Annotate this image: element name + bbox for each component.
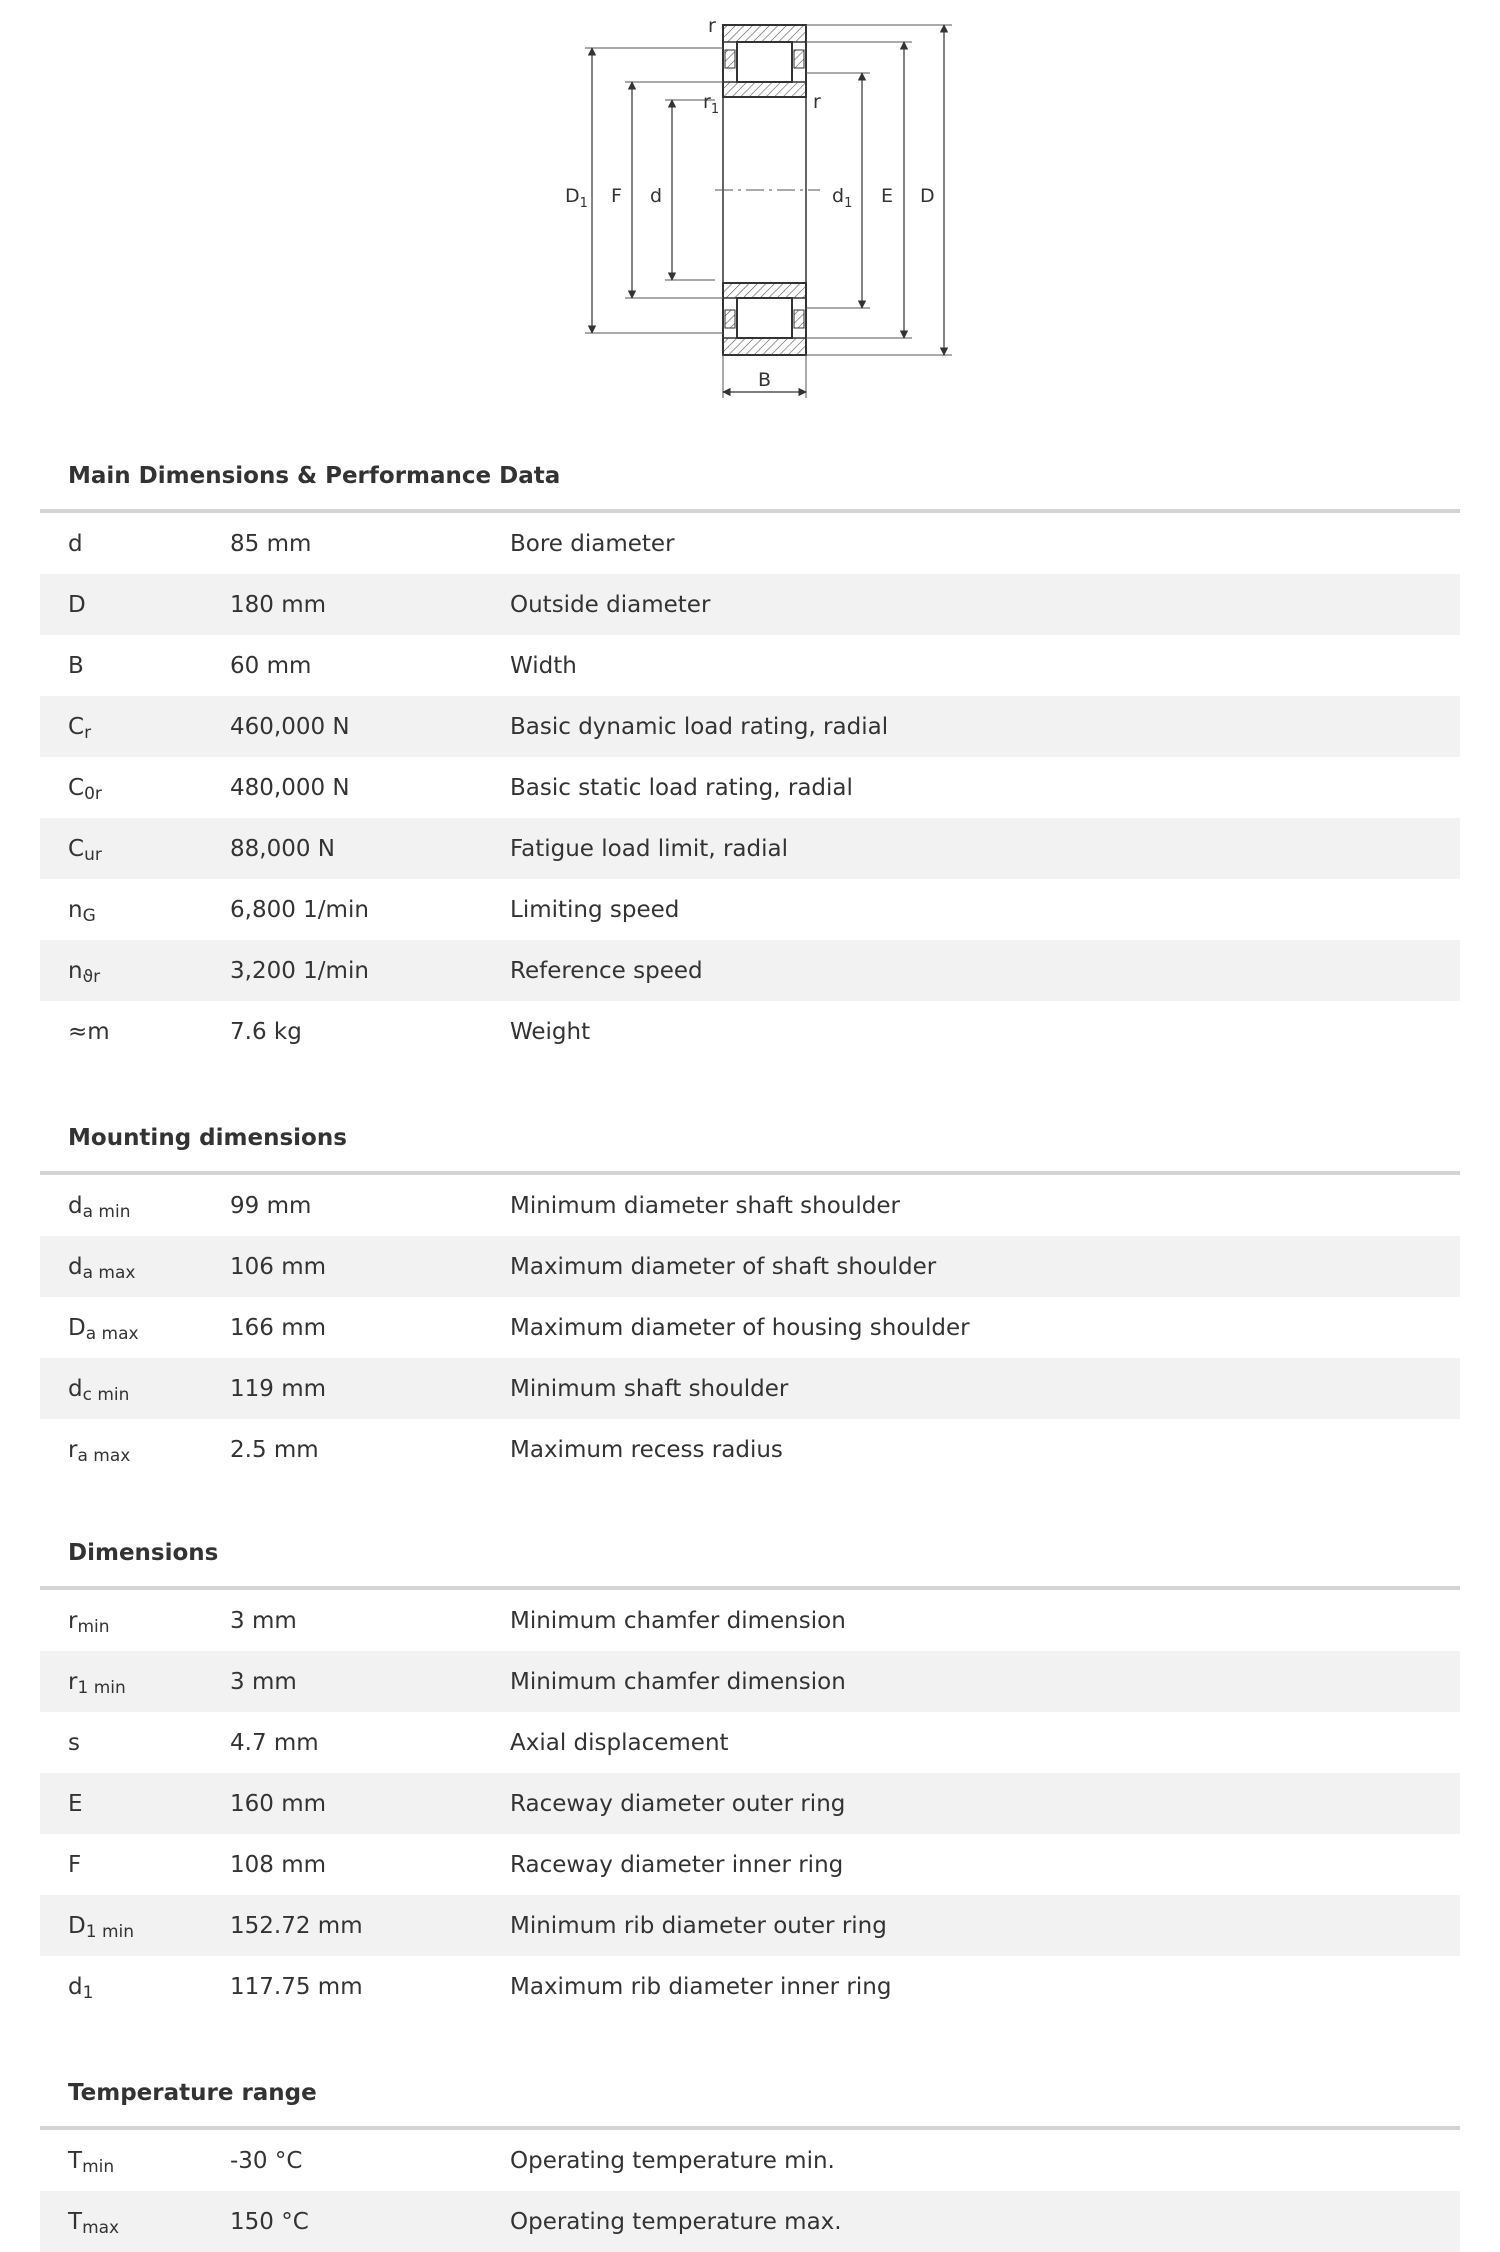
symbol-cell bbox=[40, 2147, 230, 2177]
description-cell: Minimum shaft shoulder bbox=[510, 1375, 789, 1402]
label-d1: $d_1$ bbox=[832, 185, 853, 211]
symbol-subscript: r bbox=[84, 722, 92, 743]
description-cell: Width bbox=[510, 652, 577, 679]
symbol-subscript: max bbox=[82, 2217, 120, 2238]
symbol: F bbox=[68, 1851, 82, 1878]
value-cell: 119 mm bbox=[230, 1375, 327, 1402]
symbol: C bbox=[68, 774, 85, 801]
symbol: r bbox=[68, 1668, 78, 1695]
symbol-cell bbox=[40, 1436, 230, 1466]
symbol-cell bbox=[40, 1253, 230, 1283]
value-cell: 117.75 mm bbox=[230, 1973, 363, 2000]
symbol: d bbox=[68, 1253, 83, 1280]
symbol-subscript: 1 bbox=[82, 1982, 94, 2003]
symbol-cell bbox=[40, 531, 230, 557]
symbol-cell bbox=[40, 1314, 230, 1344]
outer-ring-top bbox=[723, 25, 806, 42]
symbol: B bbox=[68, 652, 84, 679]
description-cell: Fatigue load limit, radial bbox=[510, 835, 788, 862]
description-cell: Maximum diameter of shaft shoulder bbox=[510, 1253, 937, 1280]
symbol-cell bbox=[40, 1730, 230, 1756]
table-row bbox=[40, 1358, 1460, 1419]
symbol: T bbox=[68, 2147, 83, 2174]
value-cell: 3,200 1/min bbox=[230, 957, 369, 984]
table-row bbox=[40, 1419, 1460, 1480]
table-row bbox=[40, 1590, 1460, 1651]
symbol: D bbox=[68, 1314, 86, 1341]
label-d: d bbox=[650, 185, 663, 207]
inner-ring-top bbox=[723, 82, 806, 97]
value-cell: 160 mm bbox=[230, 1790, 327, 1817]
symbol-subscript: G bbox=[82, 905, 96, 926]
description-cell: Bore diameter bbox=[510, 530, 675, 557]
table-row bbox=[40, 818, 1460, 879]
label-F: F bbox=[611, 185, 622, 207]
symbol-cell bbox=[40, 713, 230, 743]
value-cell: 2.5 mm bbox=[230, 1436, 319, 1463]
cage-top-right bbox=[794, 50, 804, 68]
description-cell: Raceway diameter outer ring bbox=[510, 1790, 846, 1817]
description-cell: Minimum chamfer dimension bbox=[510, 1607, 846, 1634]
symbol-subscript: 0r bbox=[84, 783, 102, 804]
symbol: T bbox=[68, 2208, 83, 2235]
table-row bbox=[40, 1297, 1460, 1358]
value-cell: 85 mm bbox=[230, 530, 312, 557]
table-row bbox=[40, 1175, 1460, 1236]
symbol-subscript: a min bbox=[82, 1201, 131, 1222]
description-cell: Maximum rib diameter inner ring bbox=[510, 1973, 892, 2000]
section-title: Dimensions bbox=[68, 1540, 219, 1566]
section-mounting-dimensions bbox=[40, 1105, 1460, 1480]
table-row bbox=[40, 1001, 1460, 1062]
table-row bbox=[40, 1895, 1460, 1956]
description-cell: Basic static load rating, radial bbox=[510, 774, 853, 801]
cage-bottom-right bbox=[794, 310, 804, 328]
symbol-subscript: a max bbox=[82, 1262, 136, 1283]
value-cell: 106 mm bbox=[230, 1253, 327, 1280]
description-cell: Axial displacement bbox=[510, 1729, 729, 1756]
description-cell: Minimum chamfer dimension bbox=[510, 1668, 846, 1695]
symbol: d bbox=[68, 1375, 83, 1402]
label-r1: $r_1$ bbox=[703, 91, 720, 117]
table-row bbox=[40, 1651, 1460, 1712]
value-cell: 88,000 N bbox=[230, 835, 335, 862]
roller-top bbox=[737, 42, 792, 82]
symbol: d bbox=[68, 1192, 83, 1219]
cage-top-left bbox=[725, 50, 735, 68]
roller-bottom bbox=[737, 298, 792, 338]
section-dimensions bbox=[40, 1520, 1460, 2017]
value-cell: 4.7 mm bbox=[230, 1729, 319, 1756]
symbol-cell bbox=[40, 1973, 230, 2003]
value-cell: 6,800 1/min bbox=[230, 896, 369, 923]
description-cell: Operating temperature min. bbox=[510, 2147, 835, 2174]
symbol: n bbox=[68, 957, 83, 984]
label-r-right: r bbox=[813, 91, 821, 113]
symbol-cell bbox=[40, 1852, 230, 1878]
value-cell: 180 mm bbox=[230, 591, 327, 618]
description-cell: Raceway diameter inner ring bbox=[510, 1851, 844, 1878]
section-title: Mounting dimensions bbox=[68, 1125, 347, 1151]
table-row bbox=[40, 1956, 1460, 2017]
symbol: d bbox=[68, 530, 83, 557]
table-row bbox=[40, 757, 1460, 818]
value-cell: 166 mm bbox=[230, 1314, 327, 1341]
label-r-top: r bbox=[708, 15, 716, 37]
label-D1: $D_1$ bbox=[565, 185, 588, 211]
symbol: C bbox=[68, 713, 85, 740]
symbol-subscript: a max bbox=[85, 1323, 139, 1344]
description-cell: Minimum diameter shaft shoulder bbox=[510, 1192, 900, 1219]
table-row bbox=[40, 1834, 1460, 1895]
description-cell: Maximum recess radius bbox=[510, 1436, 783, 1463]
table-row bbox=[40, 1773, 1460, 1834]
table-row bbox=[40, 879, 1460, 940]
symbol-cell bbox=[40, 1791, 230, 1817]
value-cell: 99 mm bbox=[230, 1192, 312, 1219]
symbol-cell bbox=[40, 1192, 230, 1222]
description-cell: Maximum diameter of housing shoulder bbox=[510, 1314, 970, 1341]
bearing-diagram bbox=[540, 0, 960, 420]
symbol: r bbox=[68, 1436, 78, 1463]
symbol-subscript: min bbox=[82, 2156, 115, 2177]
value-cell: 7.6 kg bbox=[230, 1018, 302, 1045]
symbol-subscript: 1 min bbox=[77, 1677, 126, 1698]
description-cell: Minimum rib diameter outer ring bbox=[510, 1912, 887, 1939]
symbol: d bbox=[68, 1973, 83, 2000]
table-row bbox=[40, 635, 1460, 696]
symbol-subscript: min bbox=[77, 1616, 110, 1637]
symbol-subscript: 1 min bbox=[85, 1921, 134, 1942]
description-cell: Limiting speed bbox=[510, 896, 680, 923]
symbol-cell bbox=[40, 774, 230, 804]
description-cell: Operating temperature max. bbox=[510, 2208, 842, 2235]
symbol: C bbox=[68, 835, 85, 862]
symbol-cell bbox=[40, 896, 230, 926]
table-row bbox=[40, 513, 1460, 574]
description-cell: Outside diameter bbox=[510, 591, 711, 618]
value-cell: 150 °C bbox=[230, 2208, 309, 2235]
symbol-subscript: a max bbox=[77, 1445, 131, 1466]
symbol-subscript: ϑr bbox=[82, 966, 101, 987]
section-main-dimensions bbox=[40, 443, 1460, 1062]
section-temperature-range bbox=[40, 2060, 1460, 2252]
inner-ring-bottom bbox=[723, 283, 806, 298]
outer-ring-bottom bbox=[723, 338, 806, 355]
label-E: E bbox=[881, 185, 894, 207]
symbol-cell bbox=[40, 653, 230, 679]
symbol: r bbox=[68, 1607, 78, 1634]
symbol: E bbox=[68, 1790, 83, 1817]
label-D: D bbox=[920, 185, 935, 207]
symbol-cell bbox=[40, 957, 230, 987]
symbol: D bbox=[68, 1912, 86, 1939]
symbol-subscript: c min bbox=[82, 1384, 130, 1405]
value-cell: -30 °C bbox=[230, 2147, 303, 2174]
section-title: Temperature range bbox=[68, 2080, 317, 2106]
symbol-subscript: ur bbox=[84, 844, 102, 865]
symbol: ≈m bbox=[68, 1018, 110, 1045]
value-cell: 460,000 N bbox=[230, 713, 350, 740]
value-cell: 108 mm bbox=[230, 1851, 327, 1878]
symbol-cell bbox=[40, 1019, 230, 1045]
table-row bbox=[40, 2130, 1460, 2191]
table-row bbox=[40, 940, 1460, 1001]
description-cell: Basic dynamic load rating, radial bbox=[510, 713, 889, 740]
symbol: s bbox=[68, 1729, 80, 1756]
description-cell: Weight bbox=[510, 1018, 591, 1045]
section-title: Main Dimensions & Performance Data bbox=[68, 463, 561, 489]
symbol: n bbox=[68, 896, 83, 923]
value-cell: 152.72 mm bbox=[230, 1912, 363, 1939]
cage-bottom-left bbox=[725, 310, 735, 328]
value-cell: 3 mm bbox=[230, 1607, 297, 1634]
symbol-cell bbox=[40, 1375, 230, 1405]
description-cell: Reference speed bbox=[510, 957, 703, 984]
value-cell: 480,000 N bbox=[230, 774, 350, 801]
symbol-cell bbox=[40, 1912, 230, 1942]
table-row bbox=[40, 574, 1460, 635]
symbol: D bbox=[68, 591, 86, 618]
value-cell: 60 mm bbox=[230, 652, 312, 679]
table-row bbox=[40, 1236, 1460, 1297]
symbol-cell bbox=[40, 1668, 230, 1698]
value-cell: 3 mm bbox=[230, 1668, 297, 1695]
symbol-cell bbox=[40, 1607, 230, 1637]
table-row bbox=[40, 1712, 1460, 1773]
label-B: B bbox=[758, 369, 772, 391]
symbol-cell bbox=[40, 835, 230, 865]
table-row bbox=[40, 696, 1460, 757]
symbol-cell bbox=[40, 592, 230, 618]
